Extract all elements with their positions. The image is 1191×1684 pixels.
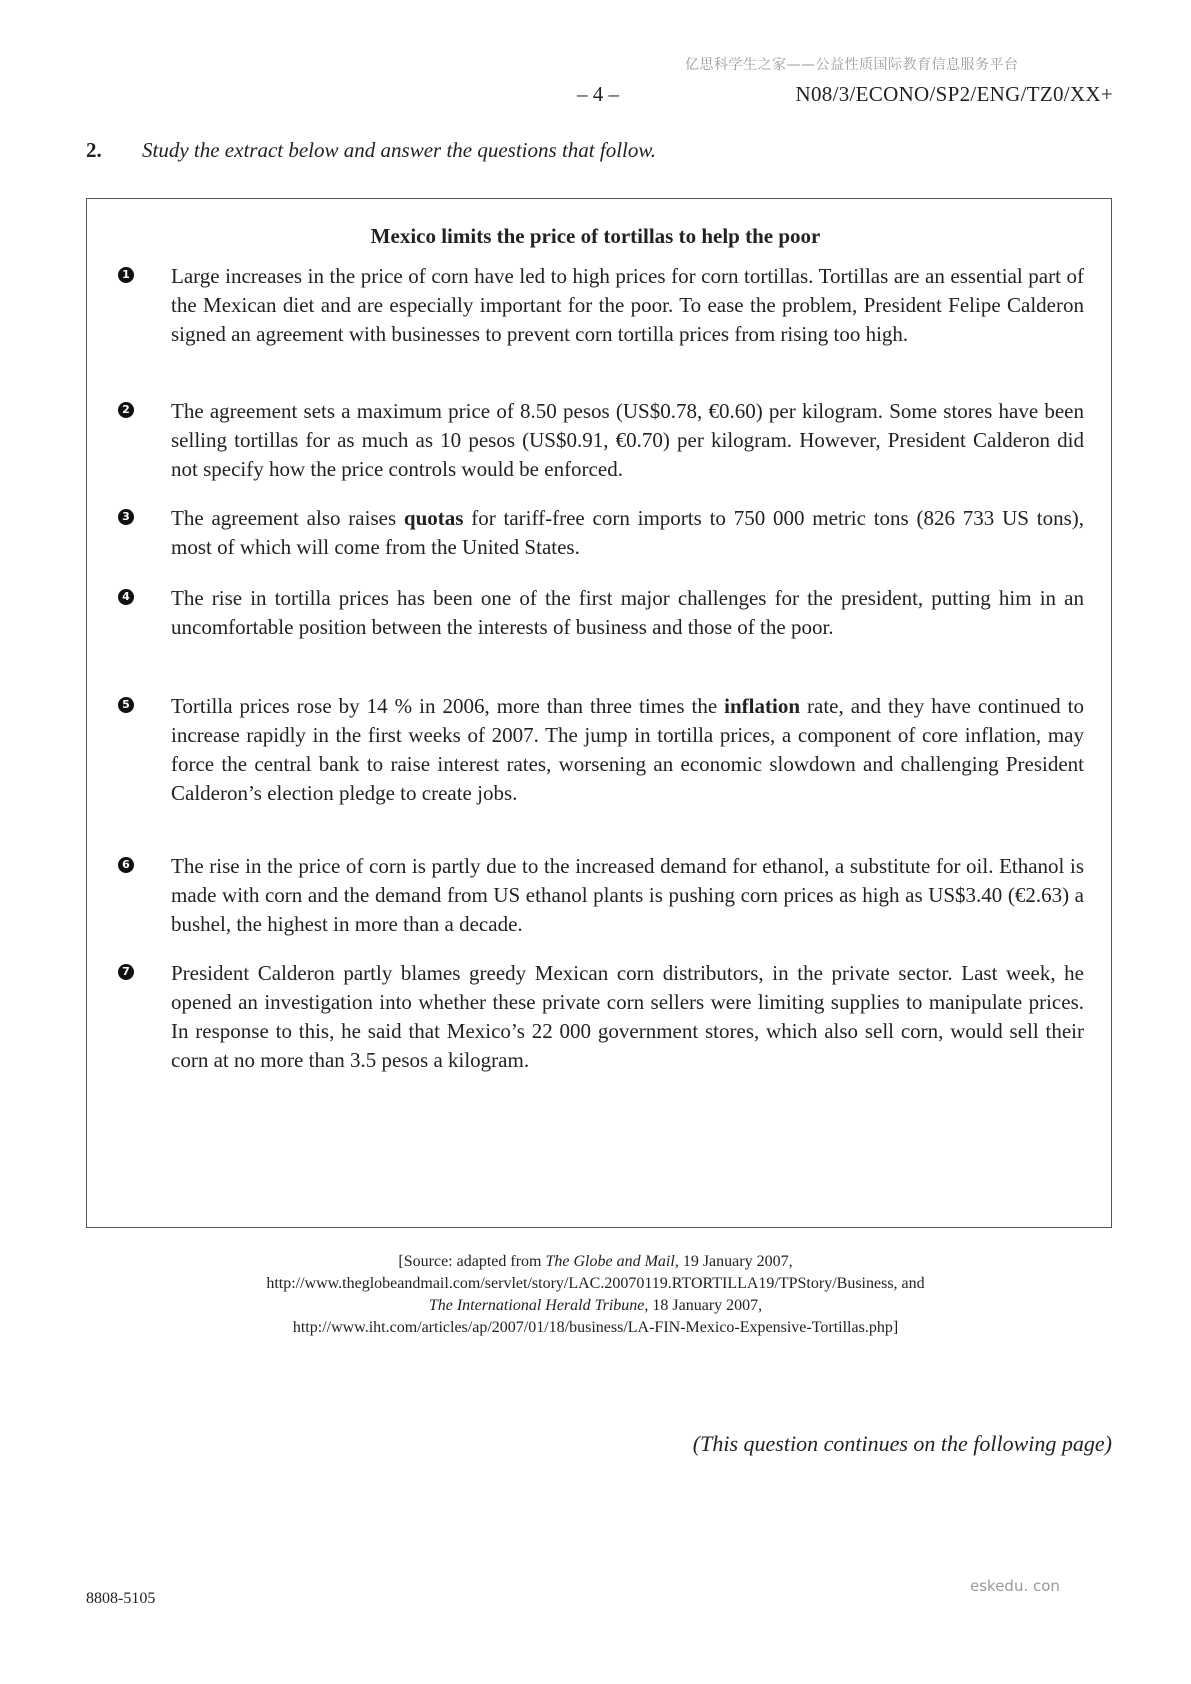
source-publication: The International Herald Tribune — [428, 1297, 645, 1314]
source-date: , 19 January 2007, — [674, 1253, 793, 1270]
paper-code: N08/3/ECONO/SP2/ENG/TZ0/XX+ — [795, 82, 1113, 106]
text-segment: rate, and they have continued to increase rapidly in the first weeks of 2007. The jump in tortilla prices, a component of core inflation, may force the central bank to raise interest rates, worsening an economic slowdown and challenging President Calderon’s election pledge to create jobs. — [171, 694, 1084, 805]
paragraph-marker-7-icon: 7 — [118, 964, 134, 980]
paragraph-marker-2-icon: 2 — [118, 402, 134, 418]
term-quotas: quotas — [403, 506, 464, 530]
source-line-3 — [0, 1295, 1191, 1317]
watermark-top: 亿思科学生之家——公益性质国际教育信息服务平台 — [685, 57, 1019, 73]
text-segment: The agreement also raises — [171, 506, 404, 530]
question-instruction: Study the extract below and answer the questions that follow. — [142, 138, 657, 162]
continuation-note: (This question continues on the following page) — [692, 1431, 1112, 1456]
paragraph-marker-1-icon: 1 — [118, 267, 134, 283]
question-heading — [86, 138, 656, 163]
source-date: , 18 January 2007, — [644, 1297, 763, 1314]
source-publication: The Globe and Mail — [545, 1253, 675, 1270]
text-segment: Tortilla prices rose by 14 % in 2006, more than three times the — [171, 694, 725, 718]
paragraph-text: The agreement sets a maximum price of 8.50 pesos (US$0.78, €0.60) per kilogram. Some stores have been selling tortillas for as much as 10 pesos (US$0.91, €0.70) per kilogram. However, President Calderon did not specify how the price controls would be enforced. — [171, 399, 1084, 481]
watermark-bottom: eskedu. con — [970, 1577, 1060, 1595]
extract-title: Mexico limits the price of tortillas to help the poor — [370, 224, 821, 248]
paragraph-text: Large increases in the price of corn have led to high prices for corn tortillas. Tortillas are an essential part of the Mexican diet and are especially important for the poor. To ease the problem, President Felipe Calderon signed an agreement with businesses to prevent corn tortilla prices from rising too high. — [171, 264, 1084, 346]
question-number: 2. — [86, 138, 102, 162]
source-url: http://www.iht.com/articles/ap/2007/01/18/business/LA-FIN-Mexico-Expensive-Tortillas.php] — [292, 1319, 899, 1336]
term-inflation: inflation — [724, 694, 801, 718]
paragraph-text: President Calderon partly blames greedy Mexican corn distributors, in the private sector. Last week, he opened an investigation into whether these private corn sellers were limiting supplies to manipulate prices. In response to this, he said that Mexico’s 22 000 government stores, which also sell corn, would sell their corn at no more than 3.5 pesos a kilogram. — [171, 961, 1084, 1072]
paragraph-text: The rise in the price of corn is partly due to the increased demand for ethanol, a substitute for oil. Ethanol is made with corn and the demand from US ethanol plants is pushing corn prices as high as US$3.40 (€2.63) a bushel, the highest in more than a decade. — [171, 854, 1084, 936]
paragraph-marker-4-icon: 4 — [118, 589, 134, 605]
footer-code: 8808-5105 — [86, 1590, 156, 1607]
text-segment: for tariff-free corn imports to 750 000 metric tons (826 733 US tons), most of which will come from the United States. — [171, 506, 1084, 559]
page-number: – 4 – — [577, 82, 619, 106]
source-url: http://www.theglobeandmail.com/servlet/story/LAC.20070119.RTORTILLA19/TPStory/Business, and — [266, 1275, 925, 1292]
paragraph-marker-3-icon: 3 — [118, 509, 134, 525]
source-prefix: [Source: adapted from — [398, 1253, 546, 1270]
source-citation — [0, 1251, 1191, 1339]
paragraph-text — [171, 504, 1084, 562]
paragraph-marker-6-icon: 6 — [118, 857, 134, 873]
paragraph-marker-5-icon: 5 — [118, 697, 134, 713]
source-line-1 — [0, 1251, 1191, 1273]
paragraph-text — [171, 692, 1084, 808]
paragraph-text: The rise in tortilla prices has been one of the first major challenges for the president, putting him in an uncomfortable position between the interests of business and those of the poor. — [171, 586, 1084, 639]
